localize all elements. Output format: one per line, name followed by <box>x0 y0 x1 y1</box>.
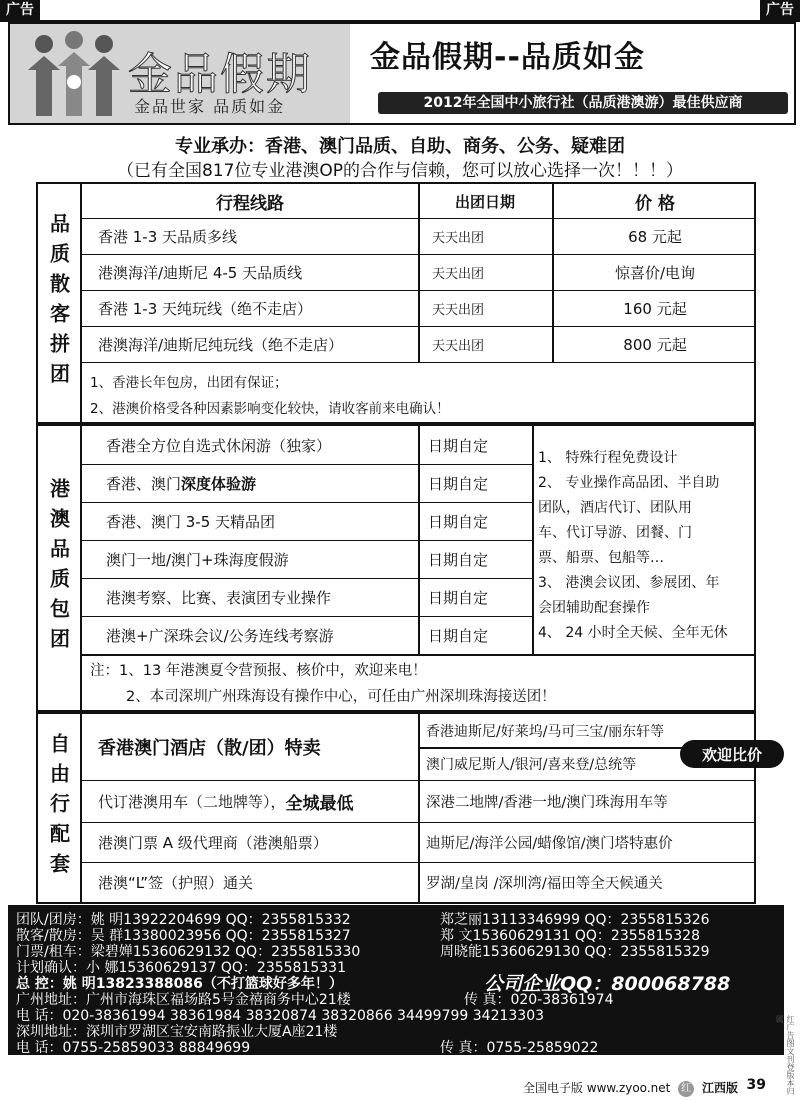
table-row: 港澳门票 A 级代理商（港澳船票） 迪斯尼/海洋公园/蜡像馆/澳门塔特惠价 <box>82 822 754 863</box>
contact-line: 电 话：020-38361994 38361984 38320874 38320866 34499799 34213303 <box>16 1008 545 1024</box>
welcome-compare-badge: 欢迎比价 <box>680 740 784 768</box>
intro-headline: 专业承办：香港、澳门品质、自助、商务、公务、疑难团 <box>175 136 625 157</box>
footer <box>523 1079 738 1097</box>
section-private-tours <box>36 424 756 712</box>
header-route: 行程线路 <box>216 193 284 214</box>
contacts-panel <box>8 905 784 1055</box>
company-qq: 公司企业QQ：800068788 <box>484 973 731 995</box>
logo-area <box>10 24 350 123</box>
table-row: 香港、澳门 3-5 天精品团 日期自定 <box>82 502 532 541</box>
logo-name: 金品假期 <box>128 49 312 100</box>
header-price: 价 格 <box>635 193 675 214</box>
table-header <box>82 184 754 219</box>
private-tours-table <box>82 426 532 654</box>
private-tours-notes: 注：1、13 年港澳夏令营预报、核价中，欢迎来电！ 2、本司深圳广州珠海设有操作中心，可任由广州深圳珠海接送团！ <box>90 663 556 705</box>
contact-line: 团队/团房：姚 明13922204699 QQ：2355815332 郑芝丽13113346999 QQ：2355815326 <box>16 912 710 928</box>
people-logo-icon <box>22 30 126 118</box>
table-row: 香港 1-3 天纯玩线（绝不走店） 天天出团 160 元起 <box>82 290 754 327</box>
hong-logo-icon: 红 <box>678 1081 694 1097</box>
independent-travel-table <box>82 714 754 902</box>
section-group-tours <box>36 182 756 424</box>
table-row: 港澳考察、比赛、表演团专业操作 日期自定 <box>82 578 532 617</box>
group-tours-table <box>82 184 754 362</box>
table-row: 港澳+广深珠会议/公务连线考察游 日期自定 <box>82 616 532 655</box>
ad-label-left: 广告 <box>0 0 40 20</box>
contact-line: 电 话：0755-25859033 88849699 传 真：0755-25859022 <box>16 1040 599 1056</box>
contact-line: 广州地址：广州市海珠区福场路5号金禧商务中心21楼 传 真：020-38361974 <box>16 992 614 1008</box>
section-independent-travel <box>36 712 756 904</box>
footer-region: 江西版 <box>701 1081 738 1095</box>
contact-line: 深圳地址：深圳市罗湖区宝安南路振业大厦A座21楼 <box>16 1024 338 1040</box>
intro-subline: （已有全国817位专业港澳OP的合作与信赖，您可以放心选择一次！！！） <box>116 161 684 181</box>
header-banner <box>8 22 796 125</box>
table-row: 香港 1-3 天品质多线 天天出团 68 元起 <box>82 218 754 255</box>
table-row: 澳门一地/澳门+珠海度假游 日期自定 <box>82 540 532 579</box>
table-row: 香港全方位自选式休闲游（独家） 日期自定 <box>82 426 532 465</box>
contact-line: 总 控：姚 明13823388086（不打篮球好多年！） <box>16 976 343 992</box>
page-number: 39 <box>746 1077 766 1093</box>
main-title: 金品假期--品质如金 <box>370 40 645 75</box>
table-row: 港澳海洋/迪斯尼 4-5 天品质线 天天出团 惊喜价/电询 <box>82 254 754 291</box>
subtitle-banner: 2012年全国中小旅行社（品质港澳游）最佳供应商 <box>378 92 788 114</box>
hotel-row: 香港澳门酒店（散/团）特卖 香港迪斯尼/好莱坞/马可三宝/丽东轩等 澳门威尼斯人/银河/喜来登/总统等 <box>82 714 754 781</box>
section-label: 港澳品质包团 <box>38 426 82 710</box>
table-row: 港澳海洋/迪斯尼纯玩线（绝不走店） 天天出团 800 元起 <box>82 326 754 363</box>
section-label: 自由行配套 <box>38 714 82 902</box>
section-label: 品质散客拼团 <box>38 184 82 422</box>
logo-slogan: 金品世家 品质如金 <box>134 97 286 116</box>
table-row: 港澳“L”签（护照）通关 罗湖/皇岗 /深圳湾/福田等全天候通关 <box>98 873 663 892</box>
header-date: 出团日期 <box>454 192 515 211</box>
ad-label-right: 广告 <box>760 0 800 20</box>
contact-line: 计划确认：小 娜15360629137 QQ：2355815331 <box>16 960 346 976</box>
side-note: 红广告图文刊登版本归属 <box>775 1015 795 1095</box>
footer-edition: 全国电子版 www.zyoo.net <box>522 1081 671 1095</box>
table-row: 香港、澳门 深度体验游 日期自定 <box>82 464 532 503</box>
contact-line: 散客/散房：吴 群13380023956 QQ：2355815327 郑 文15360629131 QQ：2355815328 <box>16 928 700 944</box>
contact-line: 门票/租车：梁碧婵15360629132 QQ：2355815330 周晓能15360629130 QQ：2355815329 <box>16 944 710 960</box>
services-list: 1、 特殊行程免费设计 2、 专业操作高品团、半自助 团队，酒店代订、团队用 车、代订导游、团餐、门 票、船票、包船等… 3、 港澳会议团、参展团、年 会团辅助配套操作 4、 24 小时全天候、全年无休 <box>538 450 728 641</box>
table-row: 代订港澳用车（二地牌等）， 全城最低 深港二地牌/香港一地/澳门珠海用车等 <box>82 780 754 823</box>
group-tours-notes: 1、香港长年包房，出团有保证； 2、港澳价格受各种因素影响变化较快，请收客前来电确认！ <box>90 375 450 417</box>
